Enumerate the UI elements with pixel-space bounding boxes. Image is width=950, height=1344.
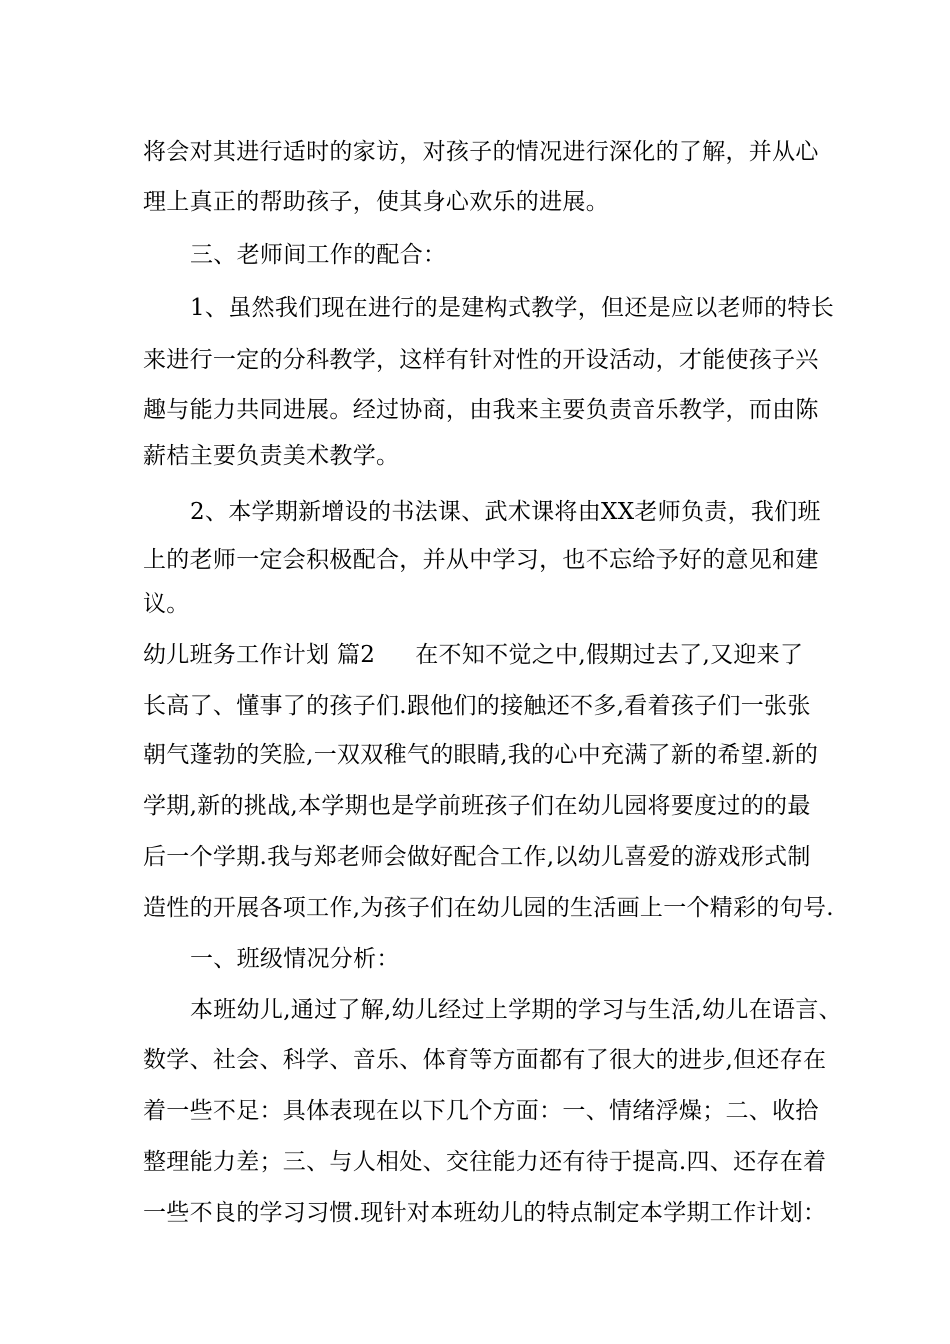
paragraph-line: 理上真正的帮助孩子，使其身心欢乐的进展。: [143, 189, 609, 215]
paragraph-line: 数学、社会、科学、音乐、体育等方面都有了很大的进步,但还存在: [143, 1047, 827, 1073]
paragraph-line: 后一个学期.我与郑老师会做好配合工作,以幼儿喜爱的游戏形式制: [143, 844, 811, 870]
paragraph-line: 2、本学期新增设的书法课、武术课将由XX老师负责，我们班: [190, 499, 821, 525]
paragraph-line: 本班幼儿,通过了解,幼儿经过上学期的学习与生活,幼儿在语言、: [190, 997, 842, 1023]
paragraph-line: 薪桔主要负责美术教学。: [143, 443, 400, 469]
paragraph-line: 来进行一定的分科教学，这样有针对性的开设活动，才能使孩子兴: [143, 347, 819, 373]
paragraph-line: 1、虽然我们现在进行的是建构式教学，但还是应以老师的特长: [190, 295, 835, 321]
paragraph-line: [143, 640, 803, 670]
article-title: 幼儿班务工作计划 篇2: [143, 642, 376, 668]
paragraph-line: 将会对其进行适时的家访，对孩子的情况进行深化的了解，并从心: [143, 139, 819, 165]
paragraph-line: 长高了、懂事了的孩子们.跟他们的接触还不多,看着孩子们一张张: [143, 693, 811, 719]
paragraph-line: 学期,新的挑战,本学期也是学前班孩子们在幼儿园将要度过的的最: [143, 793, 811, 819]
paragraph-line: 议。: [143, 591, 190, 617]
section-heading: 三、老师间工作的配合：: [190, 242, 447, 268]
paragraph-line: 一些不良的学习习惯.现针对本班幼儿的特点制定本学期工作计划：: [143, 1200, 827, 1226]
paragraph-line: 着一些不足：具体表现在以下几个方面：一、情绪浮燥；二、收拾: [143, 1098, 819, 1124]
section-heading: 一、班级情况分析：: [190, 946, 400, 972]
intro-text: 在不知不觉之中,假期过去了,又迎来了: [415, 642, 804, 668]
paragraph-line: 朝气蓬勃的笑脸,一双双稚气的眼睛,我的心中充满了新的希望.新的: [143, 742, 819, 768]
paragraph-line: 趣与能力共同进展。经过协商，由我来主要负责音乐教学，而由陈: [143, 397, 819, 423]
paragraph-line: 造性的开展各项工作,为孩子们在幼儿园的生活画上一个精彩的句号.: [143, 895, 834, 921]
paragraph-line: 整理能力差；三、与人相处、交往能力还有待于提高.四、还存在着: [143, 1149, 827, 1175]
paragraph-line: 上的老师一定会积极配合，并从中学习，也不忘给予好的意见和建: [143, 547, 819, 573]
